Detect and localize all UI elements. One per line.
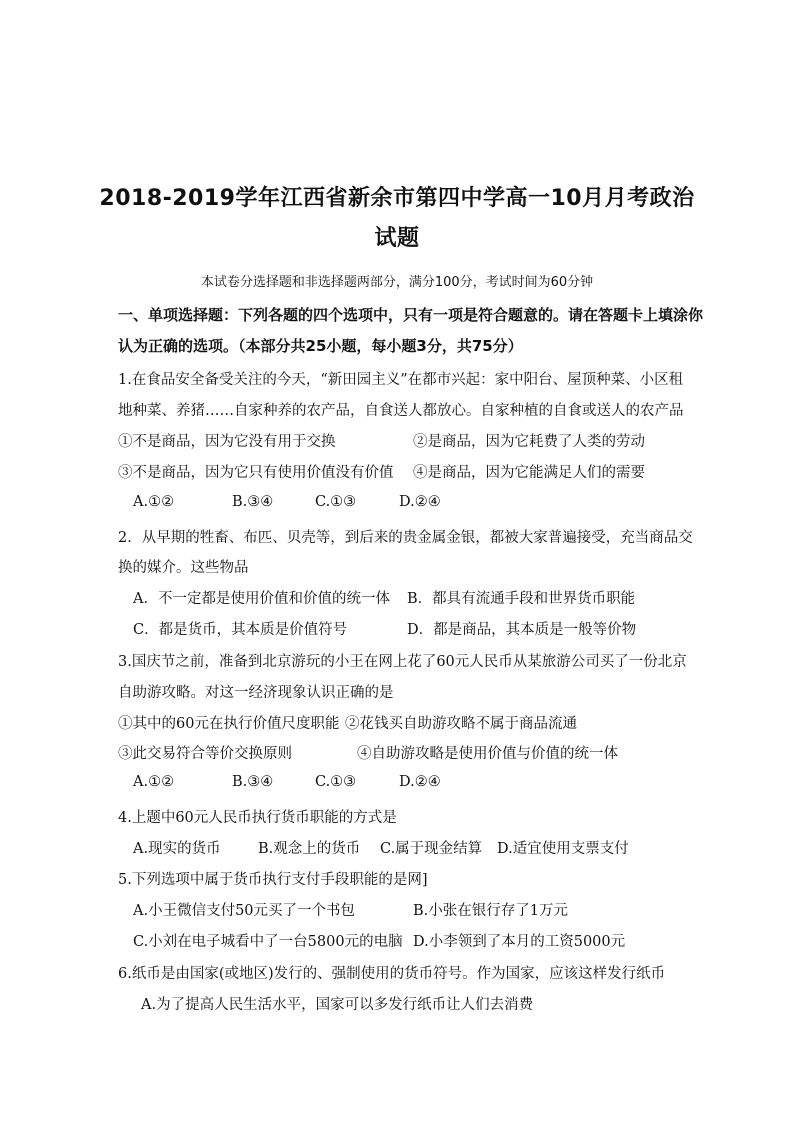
q3-stem-line2: 自助游攻略。对这一经济现象认识正确的是 <box>118 685 394 701</box>
q3-option-d: D.②④ <box>399 774 441 790</box>
q1-statement-1: ①不是商品，因为它没有用于交换 <box>118 434 336 450</box>
q3-option-a: A.①② <box>133 774 175 790</box>
q5-stem: 5.下列选项中属于货币执行支付手段职能的是网] <box>118 872 428 888</box>
q2-option-d: D．都是商品，其本质是一般等价物 <box>407 622 637 638</box>
q4-option-d: D.适宜使用支票支付 <box>497 841 629 857</box>
q1-option-d: D.②④ <box>399 494 441 510</box>
q3-statement-1: ①其中的60元在执行价值尺度职能 <box>118 716 340 732</box>
q2-option-b: B．都具有流通手段和世界货币职能 <box>407 591 636 607</box>
q3-stem-line1: 3.国庆节之前，准备到北京游玩的小王在网上花了60元人民币从某旅游公司买了一份北京 <box>118 654 687 670</box>
q5-option-d: D.小李领到了本月的工资5000元 <box>413 934 626 950</box>
section-heading-line1: 一、单项选择题：下列各题的四个选项中，只有一项是符合题意的。请在答题卡上填涂你 <box>118 306 704 324</box>
q5-option-c: C.小刘在电子城看中了一台5800元的电脑 <box>133 934 403 950</box>
q2-stem-line1: 2．从早期的牲畜、布匹、贝壳等，到后来的贵金属金银，都被大家普遍接受，充当商品交 <box>118 530 693 546</box>
q5-option-a: A.小王微信支付50元买了一个书包 <box>133 903 356 919</box>
q1-option-c: C.①③ <box>315 494 357 510</box>
q1-option-b: B.③④ <box>232 494 274 510</box>
q1-stem-line1: 1.在食品安全备受关注的今天，“新田园主义”在都市兴起：家中阳台、屋顶种菜、小区租 <box>118 372 684 388</box>
q2-option-a: A．不一定都是使用价值和价值的统一体 <box>133 591 390 607</box>
q6-option-a: A.为了提高人民生活水平，国家可以多发行纸币让人们去消费 <box>141 997 534 1013</box>
q1-statement-3: ③不是商品，因为它只有使用价值没有价值 <box>118 465 394 481</box>
q4-stem: 4.上题中60元人民币执行货币职能的方式是 <box>118 810 397 826</box>
q4-option-a: A.现实的货币 <box>133 841 221 857</box>
q4-option-c: C.属于现金结算 <box>380 841 483 857</box>
q3-statement-3: ③此交易符合等价交换原则 <box>118 746 292 762</box>
q3-option-c: C.①③ <box>315 774 357 790</box>
q2-option-c: C．都是货币，其本质是价值符号 <box>133 622 348 638</box>
q2-stem-line2: 换的媒介。这些物品 <box>118 560 249 576</box>
q1-statement-2: ②是商品，因为它耗费了人类的劳动 <box>413 434 645 450</box>
section-heading-line2: 认为正确的选项。（本部分共25小题，每小题3分，共75分） <box>118 337 523 355</box>
exam-instructions: 本试卷分选择题和非选择题两部分，满分100分，考试时间为60分钟 <box>200 275 594 290</box>
exam-title-line2: 试题 <box>374 226 420 251</box>
q1-stem-line2: 地种菜、养猪……自家种养的农产品，自食送人都放心。自家种植的自食或送人的农产品 <box>118 403 684 419</box>
q6-stem: 6.纸币是由国家(或地区)发行的、强制使用的货币符号。作为国家，应该这样发行纸币 <box>118 966 666 982</box>
q5-option-b: B.小张在银行存了1万元 <box>413 903 568 919</box>
q1-option-a: A.①② <box>133 494 175 510</box>
q1-statement-4: ④是商品，因为它能满足人们的需要 <box>413 465 645 481</box>
q4-option-b: B.观念上的货币 <box>258 841 361 857</box>
q3-option-b: B.③④ <box>232 774 274 790</box>
exam-title-line1: 2018-2019学年江西省新余市第四中学高一10月月考政治 <box>99 186 695 211</box>
q3-statement-4: ④自助游攻略是使用价值与价值的统一体 <box>357 746 618 762</box>
q3-statement-2: ②花钱买自助游攻略不属于商品流通 <box>345 716 577 732</box>
